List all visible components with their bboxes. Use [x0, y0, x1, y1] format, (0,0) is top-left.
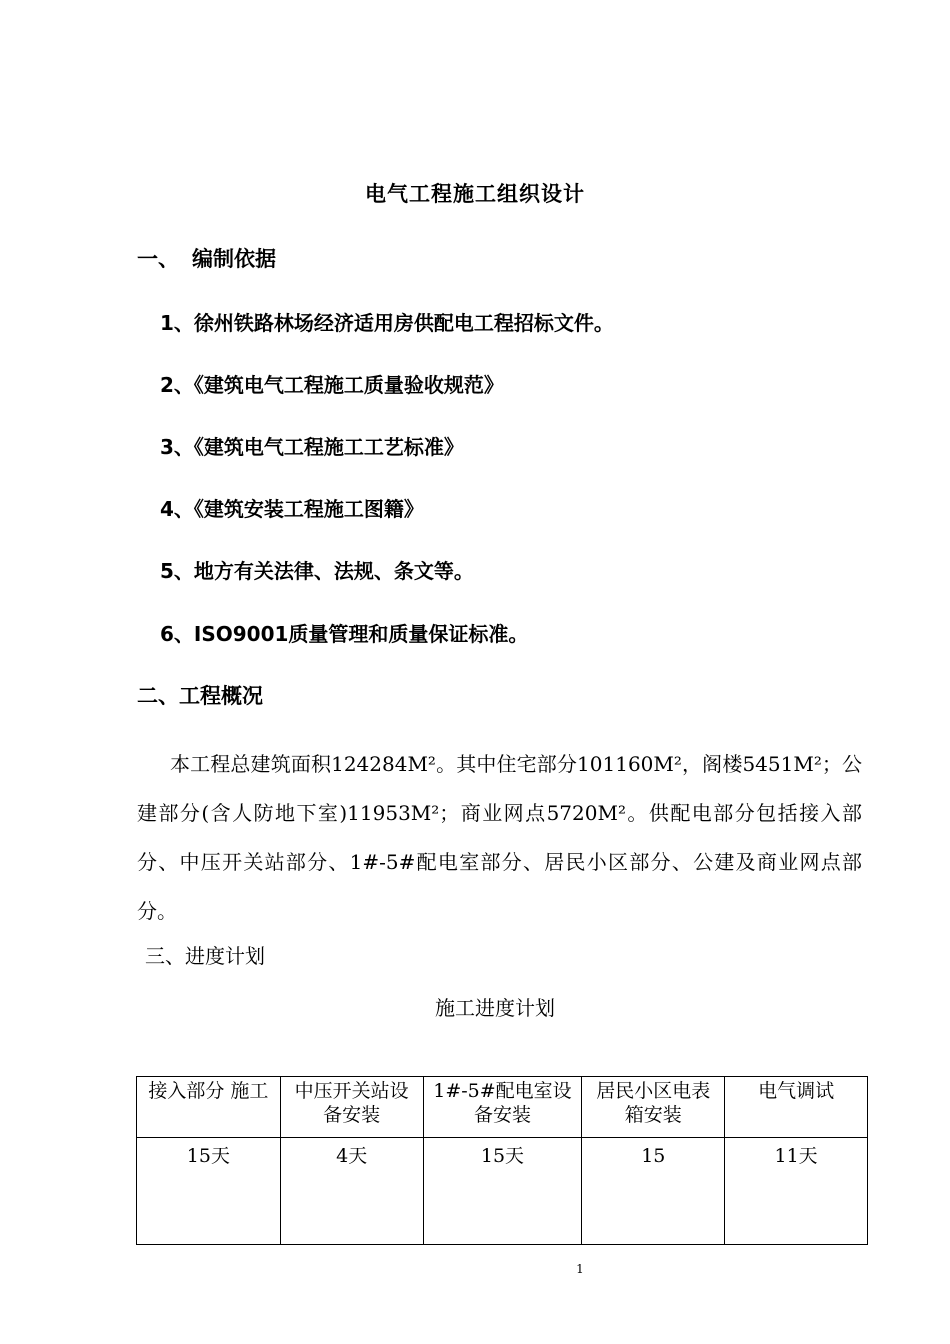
table-header-row — [137, 1077, 868, 1138]
schedule-table-title: 施工进度计划 — [435, 996, 555, 1020]
section-1-heading — [137, 243, 276, 273]
schedule-table — [136, 1076, 868, 1245]
table-cell: 15天 — [423, 1138, 582, 1245]
overview-text: 本工程总建筑面积124284M²。其中住宅部分101160M²，阁楼5451M²；公建部分(含人防地下室)11953M²；商业网点5720M²。供配电部分包括接入部分、中压开关站部分、1#-5#配电室部分、居民小区部分、公建及商业网点部分。 — [137, 752, 862, 923]
overview-paragraph — [137, 740, 862, 936]
section-1-label: 编制依据 — [192, 247, 276, 271]
header-cell: 接入部分 施工 — [137, 1077, 281, 1138]
table-cell: 4天 — [280, 1138, 423, 1245]
page-number: 1 — [576, 1262, 584, 1276]
basis-item-2: 2、《建筑电气工程施工质量验收规范》 — [160, 373, 504, 397]
basis-item-3: 3、《建筑电气工程施工工艺标准》 — [160, 435, 464, 459]
header-cell: 1#-5#配电室设备安装 — [423, 1077, 582, 1138]
table-cell: 11天 — [725, 1138, 868, 1245]
section-3-heading: 三、进度计划 — [145, 944, 265, 968]
basis-item-6: 6、ISO9001质量管理和质量保证标准。 — [160, 622, 529, 646]
header-cell: 中压开关站设备安装 — [280, 1077, 423, 1138]
header-cell: 电气调试 — [725, 1077, 868, 1138]
basis-item-4: 4、《建筑安装工程施工图籍》 — [160, 497, 424, 521]
basis-item-1: 1、徐州铁路林场经济适用房供配电工程招标文件。 — [160, 311, 614, 335]
basis-item-5: 5、地方有关法律、法规、条文等。 — [160, 559, 474, 583]
section-1-number: 一、 — [137, 247, 179, 271]
header-cell: 居民小区电表箱安装 — [582, 1077, 725, 1138]
table-row — [137, 1138, 868, 1245]
document-title: 电气工程施工组织设计 — [365, 182, 585, 206]
table-cell: 15 — [582, 1138, 725, 1245]
table-cell: 15天 — [137, 1138, 281, 1245]
section-2-heading: 二、工程概况 — [137, 684, 263, 708]
